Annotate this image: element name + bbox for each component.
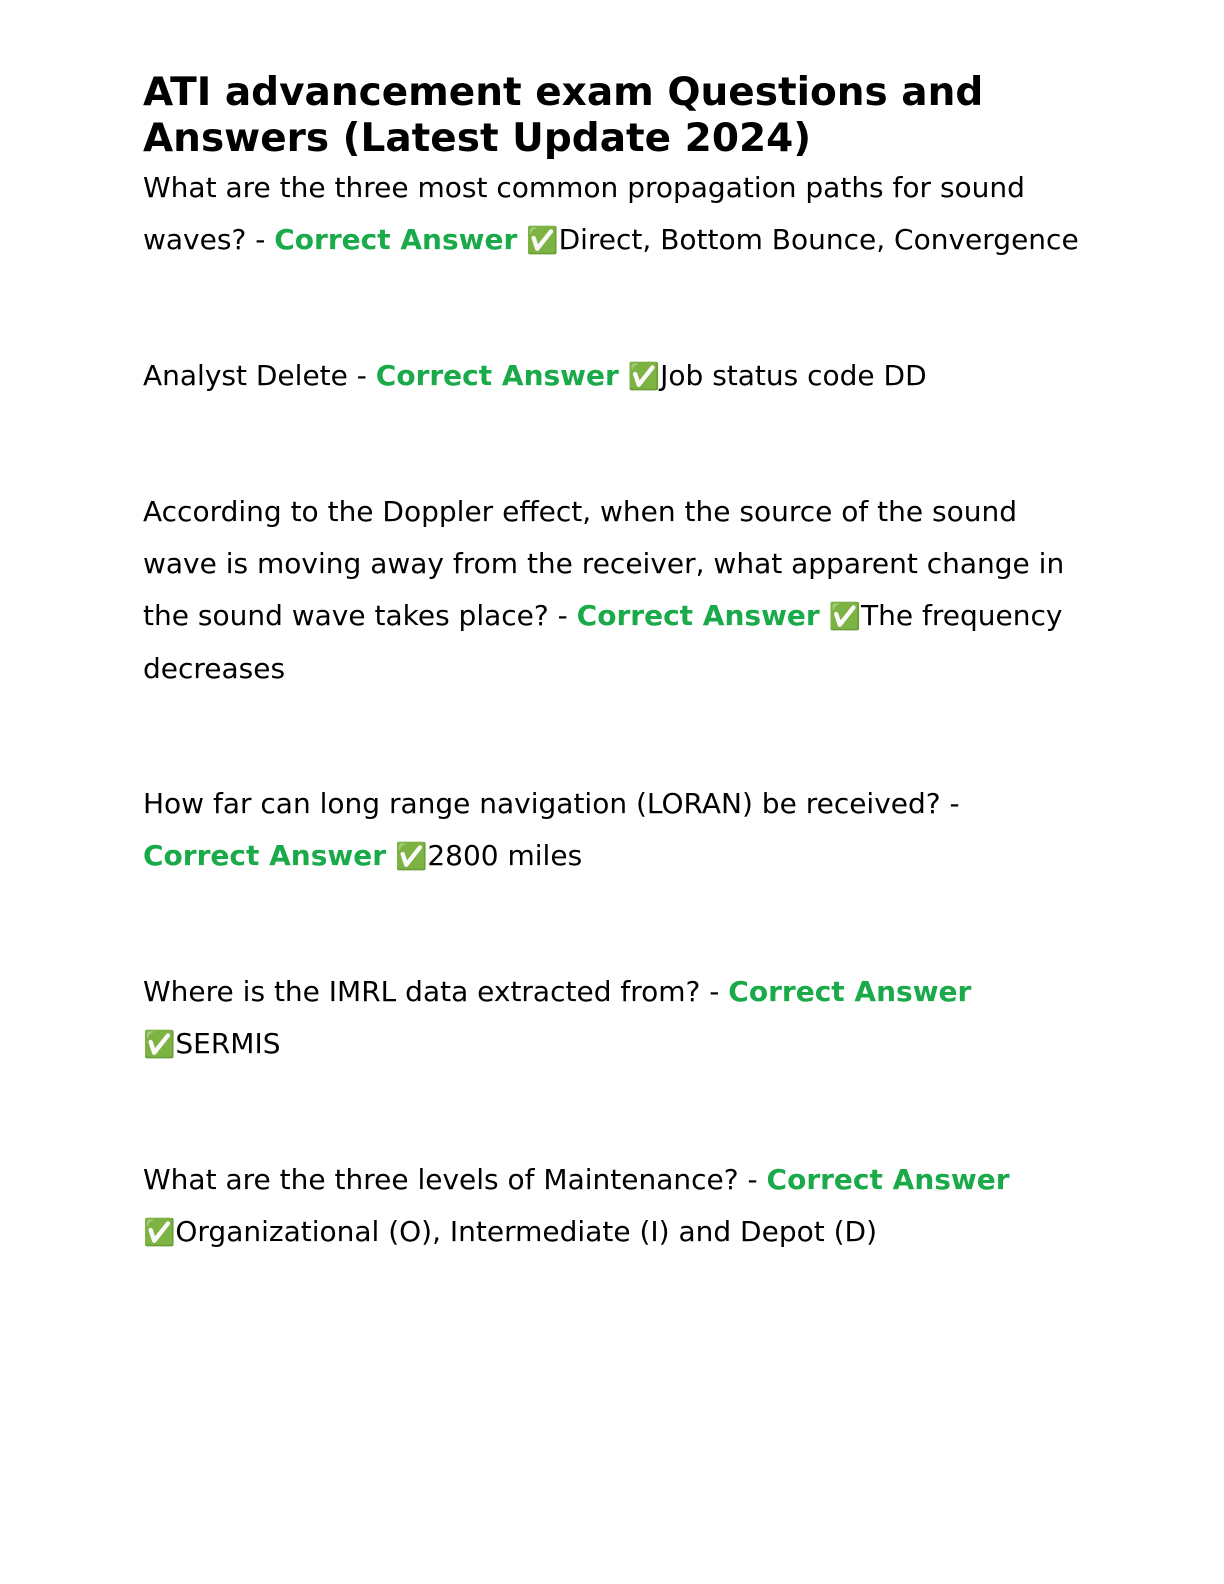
question-text: According to the Doppler effect, when the source of the sound wave is moving away from the receiver, what apparent change in the sound wave takes place? (143, 495, 1065, 632)
answer-text: 2800 miles (427, 839, 583, 872)
correct-answer-label: Correct Answer (576, 599, 820, 632)
question-text: What are the three levels of Maintenance? (143, 1163, 739, 1196)
qa-item (143, 966, 1083, 1071)
document-title: ATI advancement exam Questions and Answers (Latest Update 2024) (143, 70, 984, 161)
qa-item (143, 162, 1083, 267)
qa-item (143, 350, 1083, 403)
separator: - (738, 1163, 767, 1196)
correct-answer-label: Correct Answer (274, 223, 518, 256)
check-mark-icon: ✅ (828, 602, 862, 632)
separator: - (548, 599, 577, 632)
answer-text: SERMIS (175, 1027, 281, 1060)
correct-answer-label: Correct Answer (143, 839, 387, 872)
question-text: What are the three most common propagation paths for sound waves? (143, 171, 1025, 256)
question-text: Analyst Delete (143, 359, 348, 392)
check-mark-icon: ✅ (627, 362, 661, 392)
answer-text: The frequency decreases (143, 599, 1063, 685)
correct-answer-label: Correct Answer (375, 359, 619, 392)
question-text: Where is the IMRL data extracted from? (143, 975, 701, 1008)
separator: - (700, 975, 729, 1008)
document-page (143, 70, 1083, 1259)
separator: - (347, 359, 376, 392)
qa-item (143, 486, 1083, 695)
separator: - (246, 223, 275, 256)
answer-text: Direct, Bottom Bounce, Convergence (558, 223, 1079, 256)
question-text: How far can long range navigation (LORAN) be received? (143, 787, 941, 820)
check-mark-icon: ✅ (394, 842, 428, 872)
answer-text: Job status code DD (660, 359, 927, 392)
qa-item (143, 1154, 1083, 1259)
correct-answer-label: Correct Answer (728, 975, 972, 1008)
correct-answer-label: Correct Answer (766, 1163, 1010, 1196)
qa-item (143, 778, 1083, 883)
check-mark-icon: ✅ (143, 1218, 176, 1248)
check-mark-icon: ✅ (143, 1030, 176, 1060)
separator: - (940, 787, 960, 820)
check-mark-icon: ✅ (526, 226, 559, 256)
answer-text: Organizational (O), Intermediate (I) and Depot (D) (175, 1215, 878, 1248)
